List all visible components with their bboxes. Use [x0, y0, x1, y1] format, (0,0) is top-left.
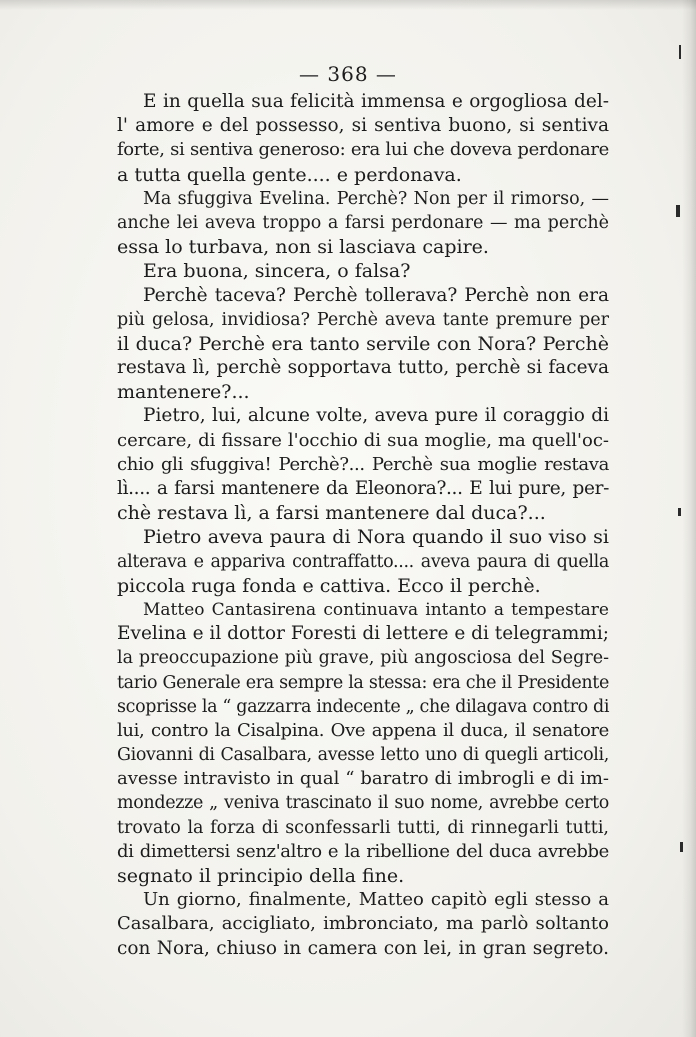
scan-speck: [680, 842, 683, 852]
text-line: più gelosa, invidiosa? Perchè aveva tante premure per: [117, 309, 609, 330]
text-line: lì.... a farsi mantenere da Eleonora?... E lui pure, per-: [117, 478, 609, 499]
text-line: mantenere?...: [117, 381, 250, 404]
text-line: a tutta quella gente.... e perdonava.: [117, 163, 462, 186]
scan-speck: [679, 45, 681, 59]
text-line: avesse intravisto in qual “ baratro di imbrogli e di im-: [117, 768, 609, 790]
text-line: Pietro, lui, alcune volte, aveva pure il coraggio di: [143, 405, 609, 427]
text-line: forte, si sentiva generoso: era lui che doveva perdonare: [117, 139, 609, 161]
text-line: Evelina e il dottor Foresti di lettere e di telegrammi;: [117, 623, 609, 645]
text-line: Era buona, sincera, o falsa?: [143, 260, 411, 283]
text-line: Casalbara, accigliato, imbronciato, ma parlò soltanto: [117, 913, 609, 935]
text-line: Ma sfuggiva Evelina. Perchè? Non per il rimorso, —: [143, 188, 609, 209]
text-line: Giovanni di Casalbara, avesse letto uno di quegli articoli,: [117, 745, 609, 766]
text-line: la preoccupazione più grave, più angosciosa del Segre-: [117, 648, 609, 669]
text-line: l' amore e del possesso, si sentiva buono, si sentiva: [117, 115, 609, 137]
page-number: — 368 —: [299, 62, 397, 86]
text-line: piccola ruga fonda e cattiva. Ecco il perchè.: [117, 574, 541, 597]
text-line: alterava e appariva contraffatto.... aveva paura di quella: [117, 551, 609, 572]
text-line: E in quella sua felicità immensa e orgogliosa del-: [143, 91, 609, 112]
page-right-edge: [682, 0, 696, 1037]
text-line: chio gli sfuggiva! Perchè?... Perchè sua moglie restava: [117, 453, 609, 475]
text-line: Un giorno, finalmente, Matteo capitò egli stesso a: [143, 889, 609, 911]
text-line: segnato il principio della fine.: [117, 865, 405, 887]
text-line: con Nora, chiuso in camera con lei, in gran segreto.: [117, 937, 609, 959]
text-line: tario Generale era sempre la stessa: era che il Presidente: [117, 672, 609, 693]
text-line: essa lo turbava, non si lasciava capire.: [117, 236, 489, 259]
text-line: Matteo Cantasirena continuava intanto a tempestare: [143, 599, 609, 620]
text-line: anche lei aveva troppo a farsi perdonare — ma perchè: [117, 212, 609, 233]
body-text: [117, 90, 609, 961]
text-line: cercare, di fissare l'occhio di sua moglie, ma quell'oc-: [117, 429, 609, 451]
scan-speck: [678, 508, 681, 516]
scan-speck: [676, 205, 680, 217]
text-line: chè restava lì, a farsi mantenere dal duca?...: [117, 502, 546, 525]
text-line: scoprisse la “ gazzarra indecente „ che dilagava contro di: [117, 696, 610, 717]
text-line: lui, contro la Cisalpina. Ove appena il duca, il senatore: [117, 719, 609, 741]
text-line: di dimettersi senz'altro e la ribellione del duca avrebbe: [117, 840, 609, 862]
text-line: restava lì, perchè sopportava tutto, perchè si faceva: [117, 357, 609, 379]
text-line: mondezze „ veniva trascinato il suo nome, avrebbe certo: [117, 793, 609, 814]
text-line: il duca? Perchè era tanto servile con Nora? Perchè: [117, 332, 609, 355]
text-line: trovato la forza di sconfessarli tutti, di rinnegarli tutti,: [117, 817, 609, 838]
text-line: Perchè taceva? Perchè tollerava? Perchè non era: [143, 284, 609, 306]
page-top-shadow: [0, 0, 696, 10]
text-line: Pietro aveva paura di Nora quando il suo viso si: [143, 526, 609, 549]
